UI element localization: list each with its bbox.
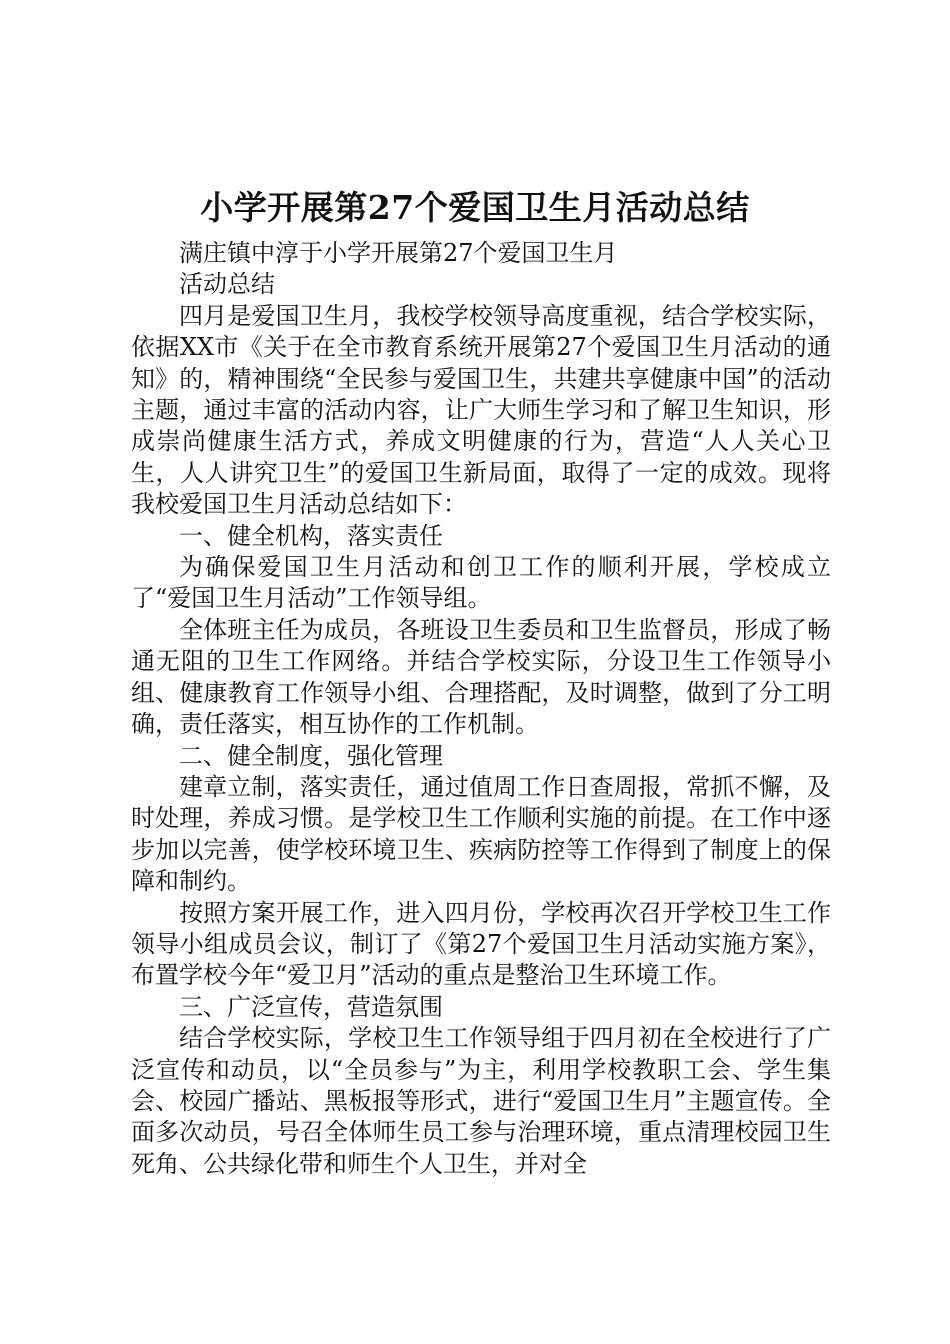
paragraph-section-2b: 按照方案开展工作，进入四月份，学校再次召开学校卫生工作领导小组成员会议，制订了《第27个爱国卫生月活动实施方案》，布置学校今年“爱卫月”活动的重点是整治卫生环境工作。 bbox=[131, 898, 831, 990]
paragraph-section-1b: 全体班主任为成员，各班设卫生委员和卫生监督员，形成了畅通无阻的卫生工作网络。并结合学校实际，分设卫生工作领导小组、健康教育工作领导小组、合理搭配，及时调整，做到了分工明确，责任落实，相互协作的工作机制。 bbox=[131, 615, 831, 739]
document-title: 小学开展第27个爱国卫生月活动总结 bbox=[200, 188, 750, 227]
paragraph-section-1a: 为确保爱国卫生月活动和创卫工作的顺利开展，学校成立了“爱国卫生月活动”工作领导组。 bbox=[131, 553, 831, 613]
paragraph-section-3a: 结合学校实际，学校卫生工作领导组于四月初在全校进行了广泛宣传和动员，以“全员参与”为主，利用学校教职工会、学生集会、校园广播站、黑板报等形式，进行“爱国卫生月”主题宣传。全面多次动员，号召全体师生员工参与治理环境，重点清理校园卫生死角、公共绿化带和师生个人卫生，并对全 bbox=[131, 1024, 831, 1178]
section-heading-2: 二、健全制度，强化管理 bbox=[179, 741, 443, 770]
section-heading-1: 一、健全机构，落实责任 bbox=[179, 521, 443, 550]
paragraph-section-2a: 建章立制，落实责任，通过值周工作日查周报，常抓不懈，及时处理，养成习惯。是学校卫生工作顺利实施的前提。在工作中逐步加以完善，使学校环境卫生、疾病防控等工作得到了制度上的保障和制约。 bbox=[131, 772, 831, 896]
paragraph-subtitle-line-1: 满庄镇中淳于小学开展第27个爱国卫生月 bbox=[179, 239, 618, 267]
section-heading-3: 三、广泛宣传，营造氛围 bbox=[179, 992, 443, 1021]
document-body bbox=[131, 238, 831, 1180]
paragraph-intro: 四月是爱国卫生月，我校学校领导高度重视，结合学校实际，依据XX市《关于在全市教育系统开展第27个爱国卫生月活动的通知》的，精神围绕“全民参与爱国卫生，共建共享健康中国”的活动主题，通过丰富的活动内容，让广大师生学习和了解卫生知识，形成崇尚健康生活方式，养成文明健康的行为，营造“人人关心卫生，人人讲究卫生”的爱国卫生新局面，取得了一定的成效。现将我校爱国卫生月活动总结如下： bbox=[131, 301, 831, 519]
paragraph-subtitle-line-2: 活动总结 bbox=[179, 270, 275, 299]
